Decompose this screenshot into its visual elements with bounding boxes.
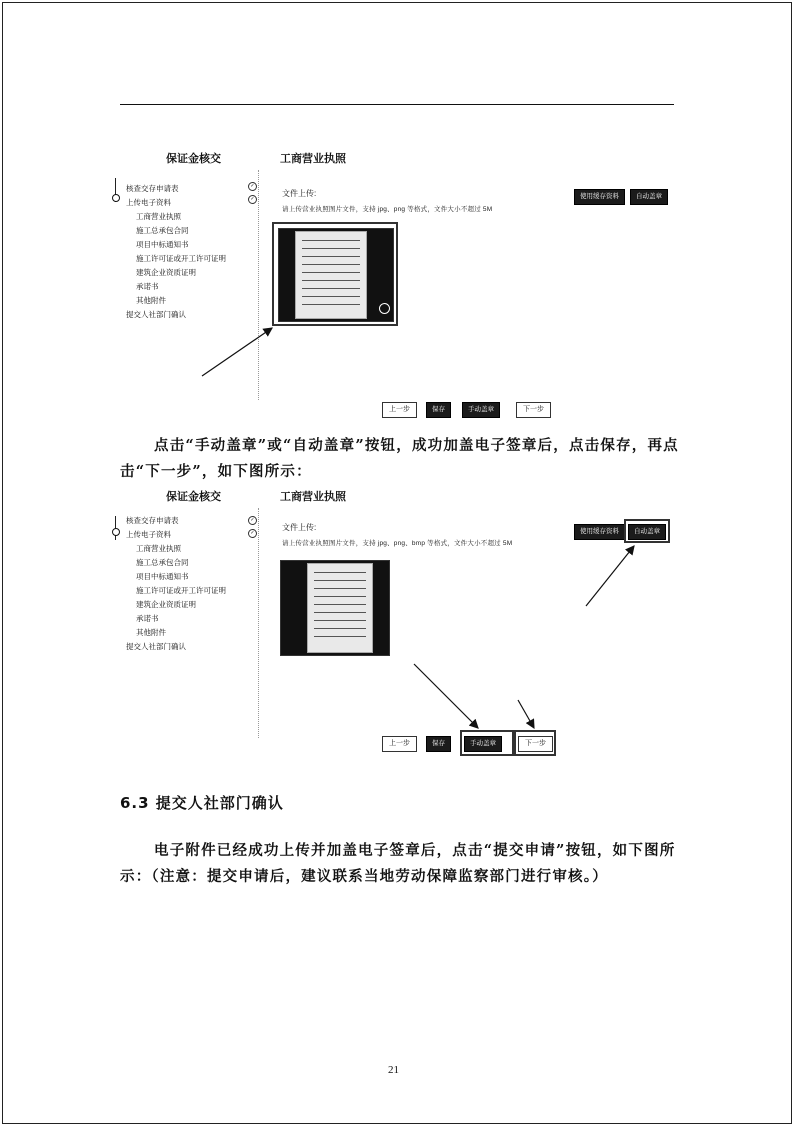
- menu-item[interactable]: 上传电子资料: [126, 198, 171, 207]
- check-icon: ✓: [248, 182, 257, 191]
- upload-description: 请上传营业执照图片文件，支持 jpg、png 等格式，文件大小不超过 5M: [282, 206, 493, 213]
- menu-item[interactable]: 其他附件: [136, 296, 166, 305]
- sidebar-title: 保证金核交: [166, 153, 221, 165]
- prev-step-button[interactable]: 上一步: [382, 736, 417, 752]
- paragraph-1: 点击“手动盖章”或“自动盖章”按钮，成功加盖电子签章后，点击保存，再点击“下一步”，如下图所示：: [120, 437, 679, 480]
- sidebar-title: 保证金核交: [166, 491, 221, 503]
- upload-label: 文件上传:: [282, 523, 317, 532]
- save-button[interactable]: 保存: [426, 402, 451, 418]
- menu-item[interactable]: 核查交存申请表: [126, 184, 179, 193]
- menu-item[interactable]: 建筑企业资质证明: [136, 268, 196, 277]
- arrow: [414, 664, 478, 728]
- menu-item[interactable]: 承诺书: [136, 614, 159, 623]
- menu-item[interactable]: 工商营业执照: [136, 544, 181, 553]
- arrow: [202, 328, 272, 376]
- menu-item[interactable]: 提交人社部门确认: [126, 642, 186, 651]
- panel-title: 工商营业执照: [280, 153, 346, 165]
- auto-seal-button[interactable]: 自动盖章: [630, 189, 668, 205]
- manual-seal-button[interactable]: 手动盖章: [462, 402, 500, 418]
- menu-item[interactable]: 施工总承包合同: [136, 558, 189, 567]
- use-cached-button[interactable]: 使用缓存资料: [574, 524, 625, 540]
- page-number: 21: [388, 1064, 399, 1076]
- menu-item[interactable]: 施工许可证或开工许可证明: [136, 586, 226, 595]
- check-icon: ✓: [248, 529, 257, 538]
- menu-item[interactable]: 工商营业执照: [136, 212, 181, 221]
- check-icon: ✓: [248, 516, 257, 525]
- check-icon: ✓: [248, 195, 257, 204]
- save-button[interactable]: 保存: [426, 736, 451, 752]
- upload-label: 文件上传:: [282, 189, 317, 198]
- menu-item[interactable]: 施工许可证或开工许可证明: [136, 254, 226, 263]
- panel-title: 工商营业执照: [280, 491, 346, 503]
- header-rule: [120, 104, 674, 105]
- auto-seal-button[interactable]: 自动盖章: [628, 524, 666, 540]
- menu-item[interactable]: 核查交存申请表: [126, 516, 179, 525]
- upload-description: 请上传营业执照图片文件，支持 jpg、png、bmp 等格式，文件大小不超过 5M: [282, 540, 513, 547]
- next-step-button[interactable]: 下一步: [516, 402, 551, 418]
- use-cached-button[interactable]: 使用缓存资料: [574, 189, 625, 205]
- manual-seal-button[interactable]: 手动盖章: [464, 736, 502, 752]
- menu-item[interactable]: 承诺书: [136, 282, 159, 291]
- menu-item[interactable]: 上传电子资料: [126, 530, 171, 539]
- arrow: [518, 700, 534, 728]
- menu-item[interactable]: 提交人社部门确认: [126, 310, 186, 319]
- menu-item[interactable]: 项目中标通知书: [136, 572, 189, 581]
- next-step-button[interactable]: 下一步: [518, 736, 553, 752]
- prev-step-button[interactable]: 上一步: [382, 402, 417, 418]
- annotation-arrows: [108, 150, 678, 425]
- section-heading: 6.3 提交人社部门确认: [120, 794, 284, 812]
- screenshot-2: [108, 488, 678, 763]
- paragraph-2: 电子附件已经成功上传并加盖电子签章后，点击“提交申请”按钮，如下图所示：（注意：提交申请后，建议联系当地劳动保障监察部门进行审核。）: [120, 842, 676, 885]
- menu-item[interactable]: 建筑企业资质证明: [136, 600, 196, 609]
- menu-item[interactable]: 项目中标通知书: [136, 240, 189, 249]
- menu-item[interactable]: 施工总承包合同: [136, 226, 189, 235]
- screenshot-1: [108, 150, 678, 425]
- menu-item[interactable]: 其他附件: [136, 628, 166, 637]
- annotation-arrows: [108, 488, 678, 763]
- arrow: [586, 546, 634, 606]
